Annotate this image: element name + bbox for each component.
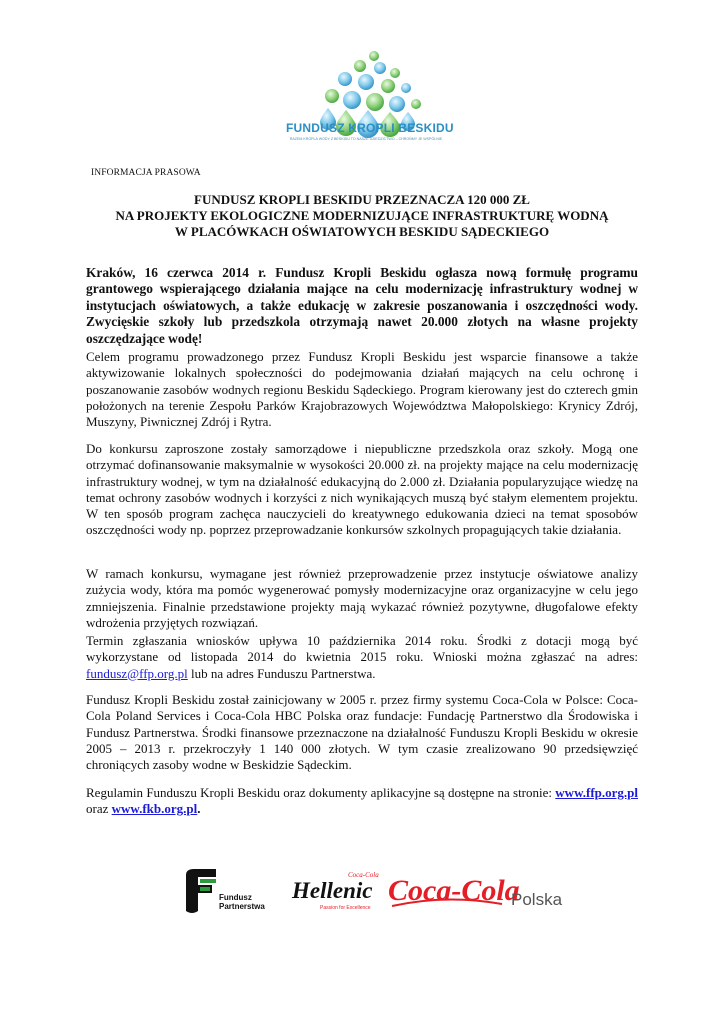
logo-title: FUNDUSZ KROPLI BESKIDU bbox=[286, 121, 454, 135]
coca-cola-hellenic-logo bbox=[290, 868, 380, 916]
regulations-period: . bbox=[197, 801, 201, 817]
fp-line-2: Partnerstwa bbox=[219, 902, 265, 911]
hellenic-name: Hellenic bbox=[292, 878, 373, 903]
hellenic-top: Coca-Cola bbox=[348, 871, 379, 879]
regulations-text: Regulamin Funduszu Kropli Beskidu oraz dokumenty aplikacyjne są dostępne na stronie: bbox=[86, 785, 553, 800]
paragraph-invited-schools: Do konkursu zaproszone zostały samorządowe i niepubliczne przedszkola oraz szkoły. Mogą one otrzymać dofinansowanie maksymalnie w wysokości 20.000 zł. na projekty mające na celu modernizację infrastruktury wodnej, w tym na działalność edukacyjną do 2.000 zł. Działania popularyzujące wiedzę na temat ochrony zasobów wodnych i korzyści z nich wynikających muszą być stałym elementem projektu. W ten sposób program zachęca nauczycieli do kreatywnego edukowania dzieci na temat sposobów oszczędności wody np. poprzez przeprowadzanie konkursów szkolnych propagujących takie działania. bbox=[86, 441, 638, 538]
press-label: INFORMACJA PRASOWA bbox=[91, 168, 201, 178]
fp-line-1: Fundusz bbox=[219, 893, 252, 902]
ffp-website-link[interactable]: www.ffp.org.pl bbox=[555, 785, 638, 800]
paragraph-program-goal: Celem programu prowadzonego przez Fundusz Kropli Beskidu jest wsparcie finansowe a także aktywizowanie lokalnych społeczności do podejmowania działań mających na celu ochronę i poszanowanie zasobów wodnych regionu Beskidu Sądeckiego. Program kierowany jest do czterech gmin położonych na terenie Zespołu Parków Krajobrazowych Województwa Małopolskiego: Krynicy Zdrój, Muszyny, Piwnicznej Zdrój i Rytra. bbox=[86, 349, 638, 430]
coca-cola-logo bbox=[386, 864, 520, 914]
headline bbox=[86, 192, 638, 240]
headline-line-2: NA PROJEKTY EKOLOGICZNE MODERNIZUJĄCE INFRASTRUKTURĘ WODNĄ bbox=[115, 208, 609, 223]
hellenic-tagline: Passion for Excellence bbox=[320, 905, 371, 911]
logo-subtitle: RAZEM KROPLA WODY Z BESKIDU TO NASZE DZIEDZICTWO – CHROŃMY JE WSPÓLNIE bbox=[289, 137, 443, 141]
paragraph-water-analysis: W ramach konkursu, wymagane jest również przeprowadzenie przez instytucje oświatowe analizy zużycia wody, która ma pomóc wygenerować pomysły modernizacyjne oraz organizacyjne w celu jego zmniejszenia. Finalnie przedstawione projekty mają wykazać również pozytywne, długofalowe efekty wdrożenia przyjętych rozwiązań. bbox=[86, 566, 638, 630]
droplets-logo-icon bbox=[300, 46, 440, 166]
email-link[interactable]: fundusz@ffp.org.pl bbox=[86, 665, 188, 681]
fkb-website-link[interactable]: www.fkb.org.pl bbox=[111, 801, 198, 817]
deadline-text: Termin zgłaszania wniosków upływa 10 października 2014 roku. Środki z dotacji mogą być wykorzystane od listopada 2014 do kwietnia 2015 roku. Wnioski można zgłaszać na adres: bbox=[86, 633, 638, 665]
paragraph-regulations bbox=[86, 785, 638, 818]
paragraph-history: Fundusz Kropli Beskidu został zainicjowany w 2005 r. przez firmy systemu Coca-Cola w Polsce: Coca-Cola Poland Services i Coca-Cola HBC Polska oraz fundacje: Fundację Partnerstwo dla Środowiska i Fundusz Partnerstwa. Środki finansowe przeznaczone na działalność Funduszu Kropli Beskidu w okresie 2005 – 2013 r. przekroczyły 1 140 000 złotych. W tym czasie zrealizowano 90 przedsięwzięć chroniących zasoby wodne w Beskidzie Sądeckim. bbox=[86, 692, 638, 773]
polska-label: Polska bbox=[511, 890, 563, 909]
paragraph-deadline bbox=[86, 633, 638, 682]
coca-cola-wordmark: Coca-Cola bbox=[388, 874, 520, 907]
deadline-tail: lub na adres Funduszu Partnerstwa. bbox=[191, 665, 376, 681]
headline-line-1: FUNDUSZ KROPLI BESKIDU PRZEZNACZA 120 000 ZŁ bbox=[194, 192, 530, 207]
headline-line-3: W PLACÓWKACH OŚWIATOWYCH BESKIDU SĄDECKIEGO bbox=[174, 224, 550, 239]
regulations-and: oraz bbox=[86, 801, 109, 817]
fundusz-partnerstwa-logo bbox=[182, 867, 265, 917]
lead-paragraph: Kraków, 16 czerwca 2014 r. Fundusz Kropli Beskidu ogłasza nową formułę programu grantowego wspierającego działania mające na celu modernizację infrastruktury wodnej w instytucjach oświatowych, a także edukację w zakresie poszanowania i oszczędności wody. Zwycięskie szkoły lub przedszkola otrzymają nawet 20.000 złotych na własne projekty oszczędzające wodę! bbox=[86, 265, 638, 346]
